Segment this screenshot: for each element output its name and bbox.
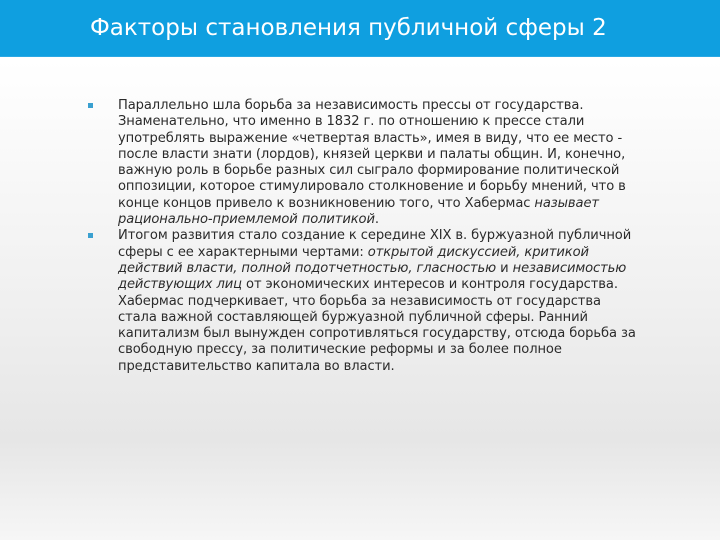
italic-segment: называет рационально-приемлемой политикой (118, 195, 599, 228)
text-segment: от экономических интересов и контроля государства. Хабермас подчеркивает, что борьба за независимость от государства стала важной составляющей буржуазной публичной сферы. Ранний капитализм был вынужден сопротивляться государству, отсюда борьба за свободную прессу, за политические реформы и за более полное представительство капитала во власти. (118, 277, 636, 374)
text-segment: Параллельно шла борьба за независимость прессы от государства. Знаменательно, что именно в 1832 г. по отношению к прессе стали употреблять выражение «четвертая власть», имея в виду, что ее место - после власти знати (лордов), князей церкви и палаты общин. И, конечно, важную роль в борьбе разных сил сыграло формирование политической оппозиции, которое стимулировало столкновение и борьбу мнений, что в конце концов привело к возникновению того, что Хабермас (118, 98, 626, 211)
text-segment: . (374, 212, 379, 228)
bullet-item (88, 98, 638, 228)
bullet-text (118, 98, 638, 228)
bullet-marker-icon (88, 103, 93, 108)
bullet-item (88, 228, 638, 375)
italic-segment: независимостью действующих лиц (118, 260, 627, 293)
italic-segment: открытой дискуссией, критикой действий власти, полной подотчетностью, гласностью (118, 244, 589, 276)
bullet-text (118, 228, 638, 375)
title-bar (0, 0, 720, 57)
bullet-marker-icon (88, 233, 93, 238)
text-segment: и (496, 260, 513, 276)
slide-title: Факторы становления публичной сферы 2 (90, 15, 607, 41)
text-segment: Итогом развития стало создание к середине XIX в. буржуазной публичной сферы с ее характерными чертами: (118, 228, 632, 260)
content-area (88, 98, 638, 375)
